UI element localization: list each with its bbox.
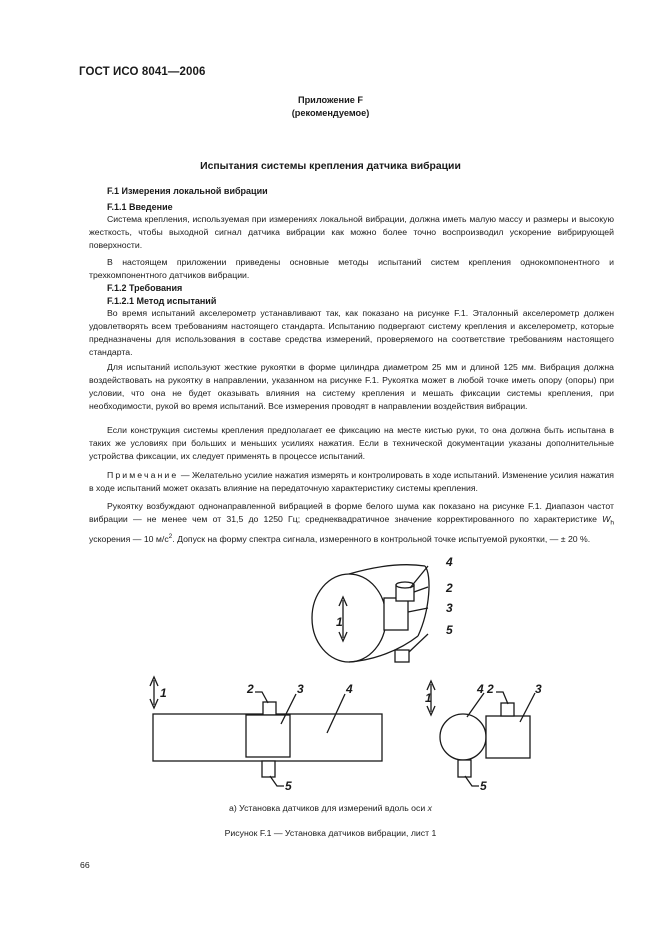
fig-label-1-side: 1: [160, 686, 167, 700]
leader-3: [408, 608, 428, 612]
annex-title: Приложение F: [297, 95, 364, 105]
accelerometer-2-end: [501, 703, 514, 716]
accelerometer-2-side: [263, 702, 276, 715]
standard-header: ГОСТ ИСО 8041—2006: [79, 66, 206, 78]
leader-2: [414, 587, 428, 592]
handle-end-ellipse: [312, 574, 386, 662]
excitation-text-c: . Допуск на форму спектра сигнала, измеренного в контрольной точке испытуемой рукоятки, — ± 20 %.: [172, 533, 591, 544]
handle-perspective-view: [312, 565, 429, 662]
fig-label-4-top: 4: [446, 555, 453, 569]
end-view: [427, 681, 535, 786]
fig-label-4-side: 4: [346, 682, 353, 696]
accelerometer-3-end: [486, 716, 530, 758]
unit-superscript: 2: [168, 532, 173, 540]
subcaption-axis: x: [427, 803, 432, 813]
paragraph-handles: Для испытаний используют жесткие рукоятки в форме цилиндра диаметром 25 мм и длиной 125 мм. Вибрация должна воздействовать на рукоятку в направлении, указанном на рисунке F.1. Рукоятка может в любой точке иметь опору (опоры) при условии, что она не будет оказывать влияния на систему крепления и мешать фиксации системы крепления, при необходимости, рукой во время испытаний. Все измерения проводят в направлении воздействия вибрации.: [89, 362, 614, 411]
fig-label-2-side: 2: [247, 682, 254, 696]
section-heading-f12: F.1.2 Требования: [107, 283, 183, 293]
paragraph-intro: Система крепления, используемая при измерениях локальной вибрации, должна иметь малую массу и размеры и высокую жесткость, чтобы выходной сигнал датчика вибрации как можно более точно воспроизводил ускорение вибрирующей поверхности.: [89, 214, 614, 250]
weighting-symbol: W: [602, 513, 611, 524]
subcaption-text: а) Установка датчиков для измерений вдоль оси: [229, 803, 428, 813]
handle-top-edge: [349, 565, 425, 574]
handle-end-circle: [440, 714, 486, 760]
leader-end-4: [467, 693, 484, 717]
fig-label-3-top: 3: [446, 601, 453, 615]
fig-label-1-end: 1: [425, 691, 432, 705]
leader-5: [409, 634, 428, 652]
accelerometer-5-perspective: [395, 650, 409, 662]
leader-4: [410, 566, 428, 588]
paragraph-annex-scope: В настоящем приложении приведены основные методы испытаний систем крепления однокомпонентного и трехкомпонентного датчиков вибрации.: [89, 257, 614, 280]
leader-end-2: [496, 692, 508, 704]
section-heading-f121: F.1.2.1 Метод испытаний: [107, 296, 217, 306]
main-title: Испытания системы крепления датчика вибрации: [200, 161, 461, 172]
fig-label-1-top: 1: [336, 615, 343, 629]
note-text: — Желательно усилие нажатия измерять и контролировать в ходе испытаний. Изменение усилия нажатия в ходе испытаний может оказать влияние на передаточную характеристику системы крепления.: [89, 470, 614, 493]
accelerometer-3-perspective: [384, 598, 408, 630]
fig-label-4-end: 4: [477, 682, 484, 696]
fig-label-2-end: 2: [487, 682, 494, 696]
page-number: 66: [80, 860, 90, 870]
annex-subtitle: (рекомендуемое): [291, 108, 370, 118]
fig-label-5-side: 5: [285, 779, 292, 793]
leader-side-2: [255, 692, 268, 703]
section-heading-f1: F.1 Измерения локальной вибрации: [107, 186, 268, 196]
fig-label-5-top: 5: [446, 623, 453, 637]
paragraph-method: Во время испытаний акселерометр устанавливают так, как показано на рисунке F.1. Эталонный акселерометр должен удовлетворять всем требованиям настоящего стандарта. Испытанию подвергают систему крепления и акселерометр, которые предназначены для использования в составе средства измерений, проверяемого на соответствие требованиям настоящего стандарта.: [89, 308, 614, 357]
figure-subcaption-a: [0, 803, 661, 813]
accelerometer-3-side: [246, 715, 290, 757]
fig-label-2-top: 2: [446, 581, 453, 595]
fig-label-5-end: 5: [480, 779, 487, 793]
note-label: Примечание: [107, 470, 179, 480]
accelerometer-5-end: [458, 760, 471, 777]
accelerometer-5-side: [262, 761, 275, 777]
fig-label-3-end: 3: [535, 682, 542, 696]
paragraph-fixation: Если конструкция системы крепления предполагает ее фиксацию на месте кистью руки, то она должна быть испытана в таких же условиях при больших и меньших усилиях нажатия. Если в технической документации указаны дополнительные устройства фиксации, их следует применять в процессе испытаний.: [89, 425, 614, 461]
weighting-subscript: h: [610, 519, 614, 527]
fig-label-3-side: 3: [297, 682, 304, 696]
excitation-text-a: Рукоятку возбуждают однонаправленной вибрацией в форме белого шума как показано на рисунке F.1. Диапазон частот вибрации — не менее чем от 31,5 до 1250 Гц; среднеквадратичное значение корректированного по характеристике: [89, 501, 614, 524]
figure-caption: Рисунок F.1 — Установка датчиков вибрации, лист 1: [224, 828, 437, 838]
section-heading-f11: F.1.1 Введение: [107, 202, 173, 212]
excitation-text-b: ускорения — 10 м/с: [89, 533, 169, 544]
